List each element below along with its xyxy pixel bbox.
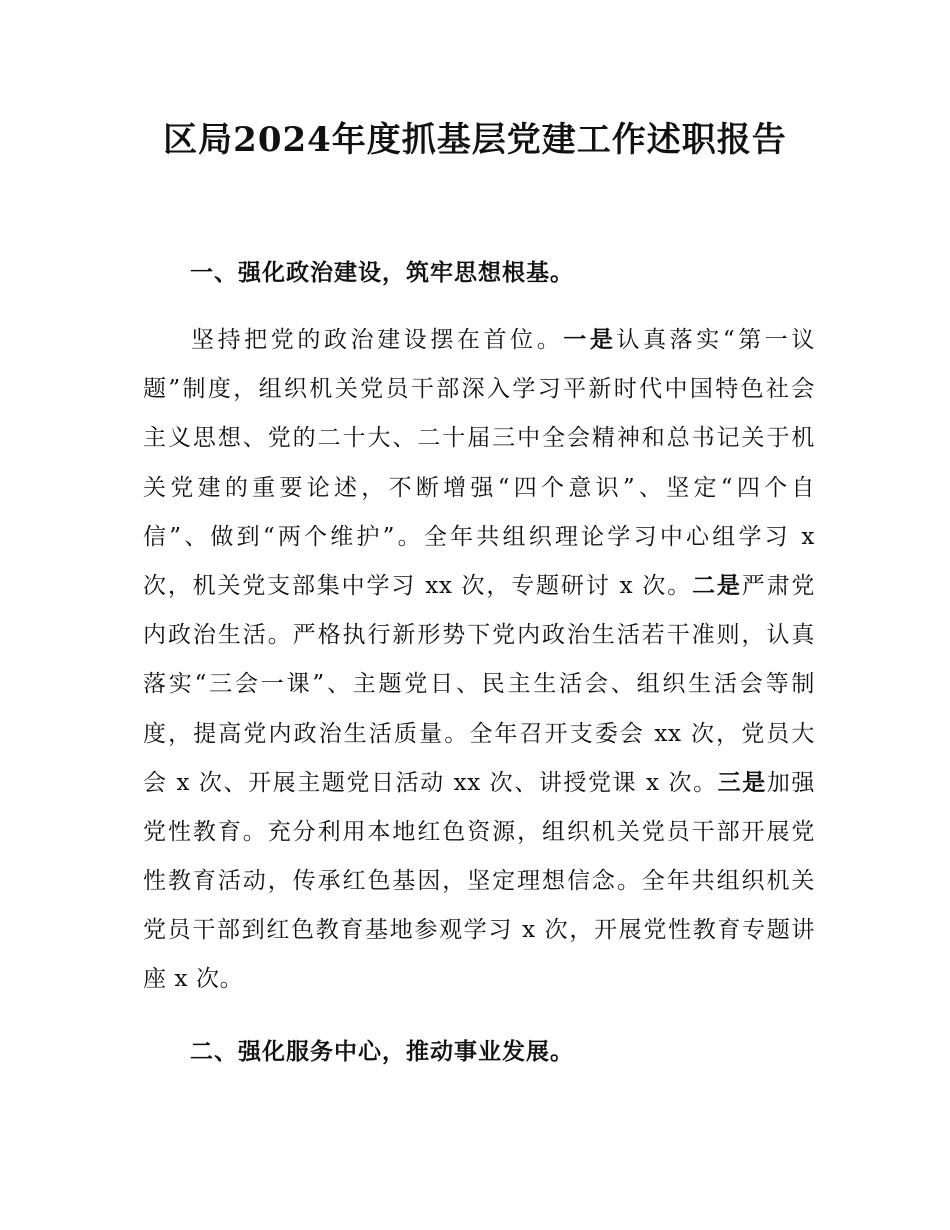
- paragraph-line: 座 x 次。: [143, 966, 244, 993]
- section-heading-2: 二、强化服务中心，推动事业发展。: [190, 1039, 574, 1065]
- paragraph-line: 主义思想、党的二十大、二十届三中全会精神和总书记关于机: [143, 425, 815, 452]
- paragraph-line: 性教育活动，传承红色基因，坚定理想信念。全年共组织机关: [143, 868, 815, 895]
- paragraph-line: 落实“三会一课”、主题党日、民主生活会、组织生活会等制: [143, 671, 815, 698]
- keyword-third: 三是: [717, 769, 767, 796]
- paragraph-line: 党员干部到红色教育基地参观学习 x 次，开展党性教育专题讲: [143, 917, 815, 944]
- paragraph-line: 信”、做到“两个维护”。全年共组织理论学习中心组学习 x: [143, 523, 815, 550]
- paragraph-line: 坚持把党的政治建设摆在首位。一是认真落实“第一议: [191, 327, 815, 353]
- paragraph-line: 会 x 次、开展主题党日活动 xx 次、讲授党课 x 次。三是加强: [143, 769, 816, 796]
- paragraph-line: 度，提高党内政治生活质量。全年召开支委会 xx 次，党员大: [143, 720, 815, 747]
- paragraph-line: 关党建的重要论述，不断增强“四个意识”、坚定“四个自: [143, 474, 815, 501]
- paragraph-line: 次，机关党支部集中学习 xx 次，专题研讨 x 次。二是严肃党: [143, 572, 815, 599]
- document-title: 区局2024年度抓基层党建工作述职报告: [163, 120, 787, 160]
- section-heading-1: 一、强化政治建设，筑牢思想根基。: [190, 260, 574, 286]
- paragraph-line: 内政治生活。严格执行新形势下党内政治生活若干准则，认真: [143, 622, 815, 649]
- paragraph-line: 题”制度，组织机关党员干部深入学习平新时代中国特色社会: [143, 376, 815, 403]
- keyword-second: 二是: [692, 572, 742, 599]
- paragraph-line: 党性教育。充分利用本地红色资源，组织机关党员干部开展党: [143, 818, 815, 845]
- section-1-paragraph: [143, 316, 815, 1005]
- keyword-first: 一是: [563, 327, 617, 353]
